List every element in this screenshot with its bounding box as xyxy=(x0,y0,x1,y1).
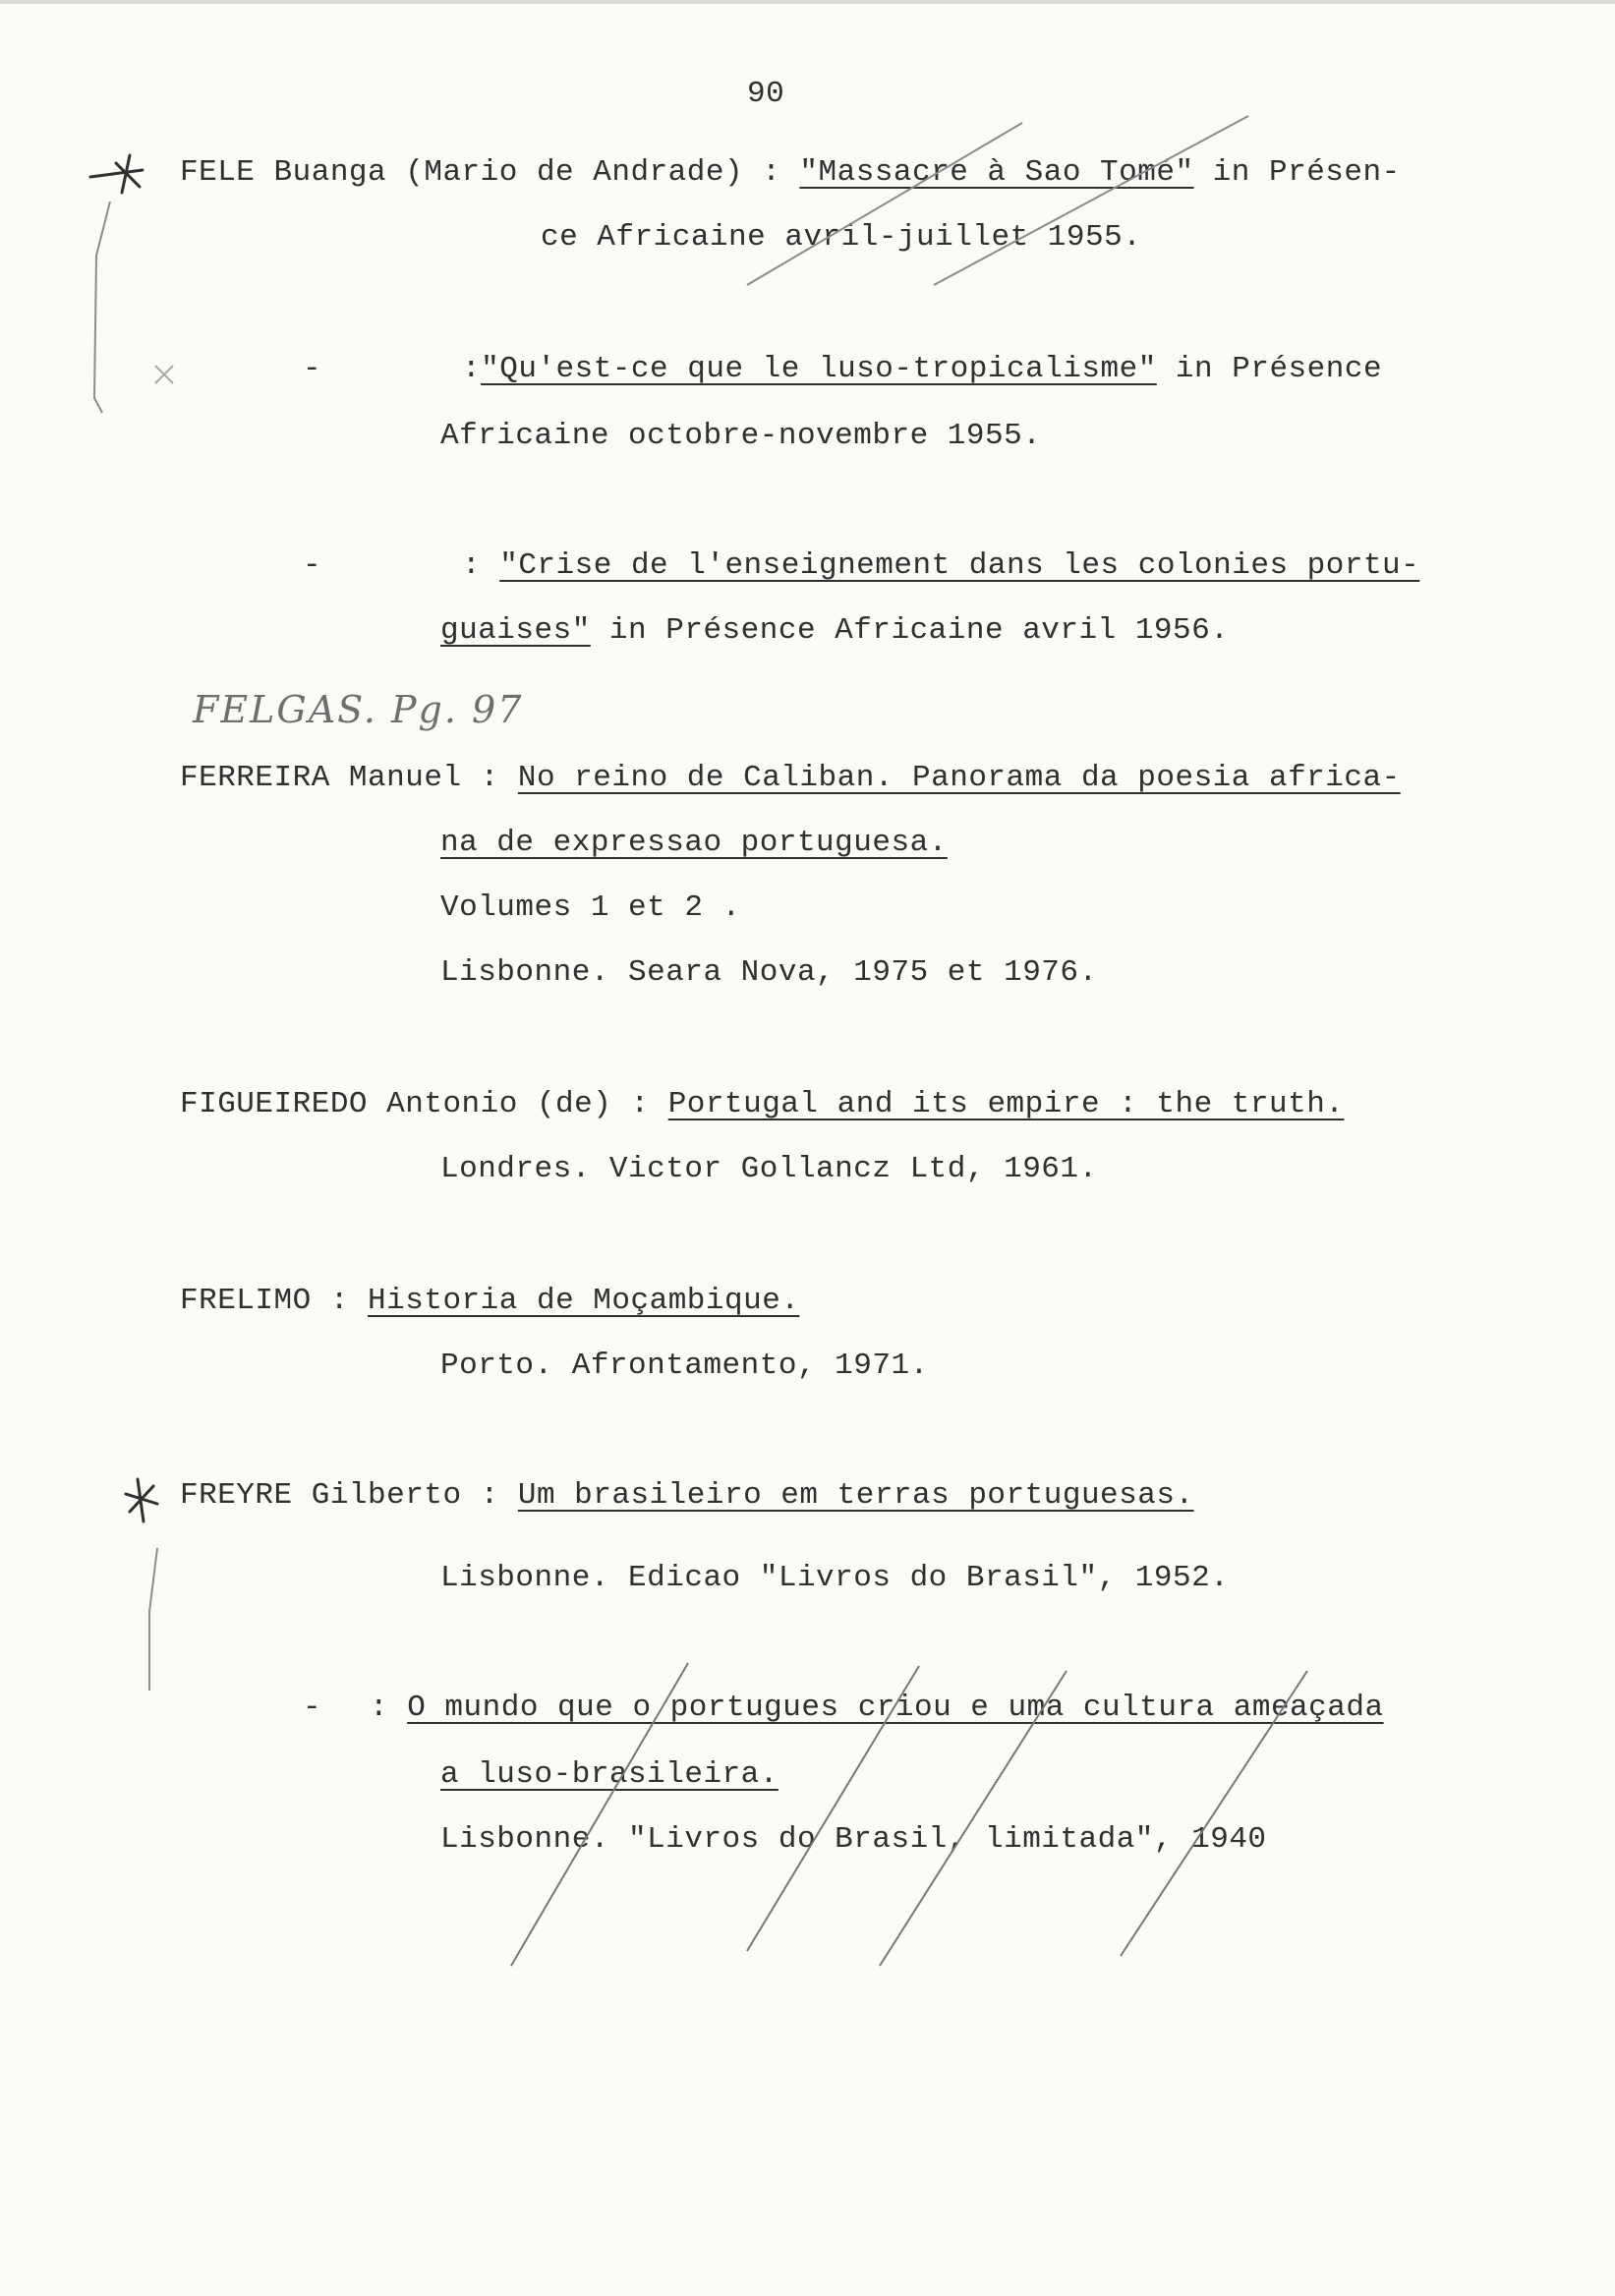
title-o-mundo-cont: a luso-brasileira. xyxy=(440,1757,779,1792)
entry-freyre-2-line-2 xyxy=(440,1755,779,1795)
entry-figueiredo-imprint: Londres. Victor Gollancz Ltd, 1961. xyxy=(440,1152,1098,1186)
asterisk-mark-freyre xyxy=(126,1479,157,1521)
title-crise-enseignement-cont: guaises" xyxy=(440,613,591,648)
title-historia-de-mocambique: Historia de Moçambique. xyxy=(368,1284,800,1318)
entry-freyre-imprint: Lisbonne. Edicao "Livros do Brasil", 1952. xyxy=(440,1561,1230,1595)
strike-marks-fele xyxy=(747,116,1248,285)
handwritten-note: FELGAS. Pg. 97 xyxy=(193,688,524,731)
entry-fele-line-1: FELE Buanga (Mario de Andrade) : "Massacre à Sao Tomé" in Présen- xyxy=(180,155,1401,190)
title-o-mundo-que-o-portugues: O mundo que o portugues criou e uma cultura ameaçada xyxy=(407,1691,1384,1725)
dash-freyre-2: - xyxy=(303,1691,322,1725)
entry-frelimo-imprint: Porto. Afrontamento, 1971. xyxy=(440,1349,929,1383)
entry-frelimo-line-1: FRELIMO : Historia de Moçambique. xyxy=(180,1284,800,1318)
author-freyre: FREYRE Gilberto xyxy=(180,1478,462,1513)
title-crise-enseignement: "Crise de l'enseignement dans les colonies portu- xyxy=(499,548,1420,583)
entry-freyre-2-line-1: : O mundo que o portugues criou e uma cultura ameaçada xyxy=(370,1691,1384,1725)
title-no-reino-de-caliban-cont: na de expressao portuguesa. xyxy=(440,826,948,860)
dash-fele-3: - xyxy=(303,548,322,583)
asterisk-mark-fele xyxy=(90,155,143,193)
entry-fele-3-line-1: : "Crise de l'enseignement dans les colonies portu- xyxy=(462,548,1420,583)
bracket-mark-freyre xyxy=(149,1548,157,1691)
entry-ferreira-imprint: Lisbonne. Seara Nova, 1975 et 1976. xyxy=(440,955,1098,990)
author-figueiredo: FIGUEIREDO Antonio (de) xyxy=(180,1087,612,1121)
bracket-mark-fele xyxy=(94,201,110,413)
entry-fele-2-line-2: Africaine octobre-novembre 1955. xyxy=(440,419,1042,453)
author-frelimo: FRELIMO xyxy=(180,1284,312,1318)
title-massacre: "Massacre à Sao Tomé" xyxy=(799,155,1194,190)
page-number: 90 xyxy=(747,77,785,111)
title-luso-tropicalisme: "Qu'est-ce que le luso-tropicalisme" xyxy=(481,352,1157,386)
entry-figueiredo-line-1: FIGUEIREDO Antonio (de) : Portugal and its empire : the truth. xyxy=(180,1087,1345,1121)
entry-ferreira-line-1: FERREIRA Manuel : No reino de Caliban. Panorama da poesia africa- xyxy=(180,761,1401,795)
entry-ferreira-volumes: Volumes 1 et 2 . xyxy=(440,890,741,925)
author-fele: FELE Buanga (Mario de Andrade) xyxy=(180,155,744,190)
dash-fele-2: - xyxy=(303,352,322,386)
title-um-brasileiro: Um brasileiro em terras portuguesas. xyxy=(517,1478,1194,1513)
entry-fele-line-2: ce Africaine avril-juillet 1955. xyxy=(541,220,1142,255)
entry-ferreira-line-2 xyxy=(440,824,948,863)
entry-fele-3-line-2: guaises" in Présence Africaine avril 1956. xyxy=(440,613,1230,648)
author-ferreira: FERREIRA Manuel xyxy=(180,761,462,795)
entry-freyre-line-1: FREYRE Gilberto : Um brasileiro em terras portuguesas. xyxy=(180,1478,1194,1513)
title-portugal-and-its-empire: Portugal and its empire : the truth. xyxy=(667,1087,1345,1121)
entry-fele-2-line-1: :"Qu'est-ce que le luso-tropicalisme" in Présence xyxy=(462,352,1383,386)
page-top-edge xyxy=(0,0,1615,4)
small-cross-mark xyxy=(155,366,173,383)
entry-freyre-2-imprint: Lisbonne. "Livros do Brasil, limitada", 1940 xyxy=(440,1822,1267,1857)
title-no-reino-de-caliban: No reino de Caliban. Panorama da poesia africa- xyxy=(517,761,1401,795)
